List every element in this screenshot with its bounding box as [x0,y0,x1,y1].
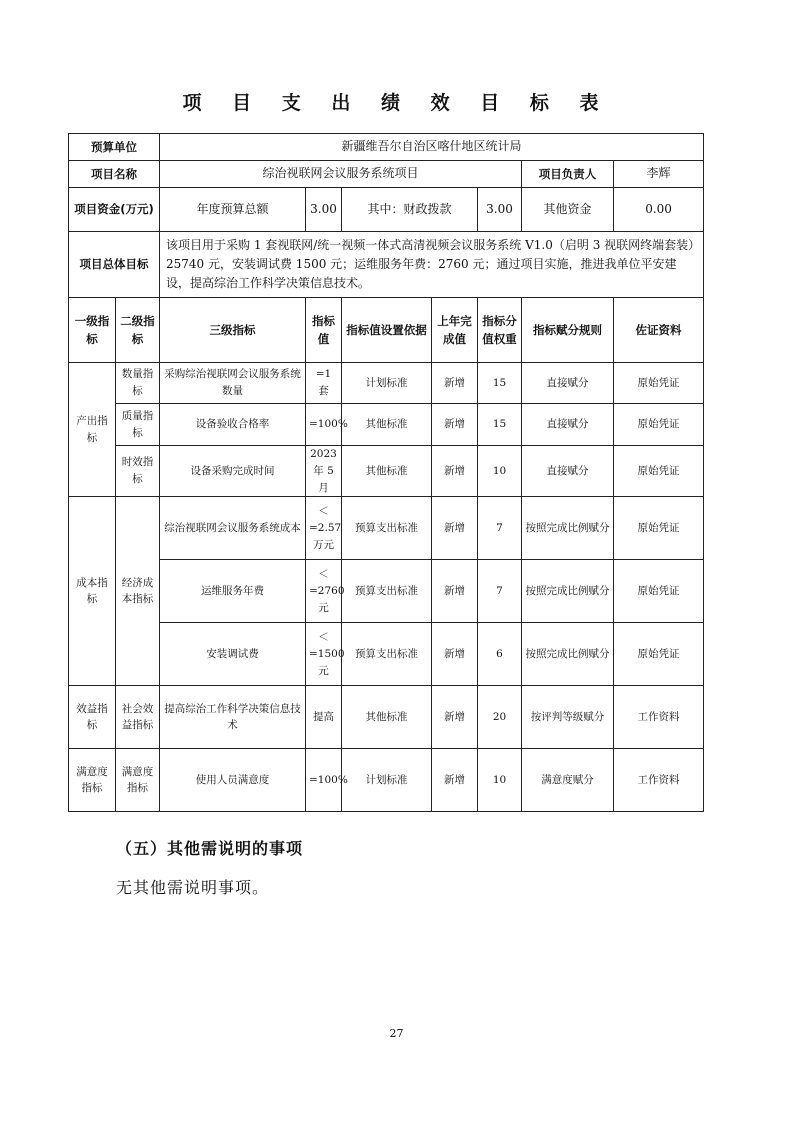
rule-cell: 按照完成比例赋分 [522,623,614,686]
other-funds-value: 0.00 [614,188,704,232]
basis-cell: 预算支出标准 [342,497,432,560]
weight-cell: 15 [478,363,522,404]
col-header: 指标赋分规则 [522,298,614,363]
prev-cell: 新增 [432,404,478,446]
value-cell: 2023 年 5 月 [306,446,342,497]
l3-cell: 设备采购完成时间 [160,446,306,497]
weight-cell: 7 [478,560,522,623]
table-row [69,623,704,686]
fiscal-label: 其中：财政拨款 [342,188,478,232]
page-number: 27 [389,1027,404,1040]
l2-cell: 数量指标 [116,363,160,404]
weight-cell: 7 [478,497,522,560]
section-text: 无其他需说明事项。 [116,878,270,897]
weight-cell: 15 [478,404,522,446]
rule-cell: 满意度赋分 [522,749,614,812]
basis-cell: 计划标准 [342,363,432,404]
weight-cell: 6 [478,623,522,686]
column-header-row [69,298,704,363]
rule-cell: 按评判等级赋分 [522,686,614,749]
l2-cell: 时效指标 [116,446,160,497]
evidence-cell: 原始凭证 [614,446,704,497]
col-header: 佐证资料 [614,298,704,363]
weight-cell: 10 [478,749,522,812]
project-name-row [69,161,704,188]
weight-cell: 10 [478,446,522,497]
prev-cell: 新增 [432,623,478,686]
basis-cell: 其他标准 [342,404,432,446]
table-row [69,686,704,749]
rule-cell: 按照完成比例赋分 [522,560,614,623]
l2-cell: 社会效益指标 [116,686,160,749]
l1-cell: 成本指标 [69,497,116,686]
other-funds-label: 其他资金 [522,188,614,232]
table-row [69,749,704,812]
project-lead-label: 项目负责人 [522,161,614,188]
value-cell: =100% [306,404,342,446]
basis-cell: 其他标准 [342,446,432,497]
prev-cell: 新增 [432,749,478,812]
project-name-label: 项目名称 [69,161,160,188]
evidence-cell: 原始凭证 [614,363,704,404]
page-title: 项 目 支 出 绩 效 目 标 表 [182,92,611,114]
l1-cell: 满意度指标 [69,749,116,812]
project-lead-value: 李辉 [614,161,704,188]
rule-cell: 按照完成比例赋分 [522,497,614,560]
l3-cell: 综治视联网会议服务系统成本 [160,497,306,560]
rule-cell: 直接赋分 [522,446,614,497]
basis-cell: 其他标准 [342,686,432,749]
funds-label: 项目资金(万元) [69,188,160,232]
budget-unit-label: 预算单位 [69,134,160,161]
table-row [69,363,704,404]
goal-row [69,232,704,298]
performance-table [68,133,704,812]
annual-budget-label: 年度预算总额 [160,188,306,232]
col-header: 指标值 [306,298,342,363]
prev-cell: 新增 [432,363,478,404]
evidence-cell: 工作资料 [614,749,704,812]
l3-cell: 安装调试费 [160,623,306,686]
basis-cell: 预算支出标准 [342,623,432,686]
basis-cell: 计划标准 [342,749,432,812]
table-row [69,404,704,446]
col-header: 指标分值权重 [478,298,522,363]
col-header: 三级指标 [160,298,306,363]
annual-budget-value: 3.00 [306,188,342,232]
col-header: 上年完成值 [432,298,478,363]
value-cell: ＜=2.57 万元 [306,497,342,560]
l3-cell: 使用人员满意度 [160,749,306,812]
prev-cell: 新增 [432,686,478,749]
budget-unit-value: 新疆维吾尔自治区喀什地区统计局 [160,134,704,161]
fiscal-value: 3.00 [478,188,522,232]
col-header: 二级指标 [116,298,160,363]
value-cell: ＜=1500 元 [306,623,342,686]
rule-cell: 直接赋分 [522,363,614,404]
weight-cell: 20 [478,686,522,749]
prev-cell: 新增 [432,446,478,497]
l1-cell: 效益指标 [69,686,116,749]
l3-cell: 运维服务年费 [160,560,306,623]
prev-cell: 新增 [432,560,478,623]
l2-cell: 经济成本指标 [116,497,160,686]
l2-cell: 质量指标 [116,404,160,446]
value-cell: =100% [306,749,342,812]
section-heading: （五）其他需说明的事项 [116,839,304,858]
value-cell: 提高 [306,686,342,749]
l3-cell: 采购综治视联网会议服务系统数量 [160,363,306,404]
table-row [69,446,704,497]
rule-cell: 直接赋分 [522,404,614,446]
evidence-cell: 原始凭证 [614,560,704,623]
col-header: 指标值设置依据 [342,298,432,363]
l1-cell: 产出指标 [69,363,116,497]
evidence-cell: 原始凭证 [614,497,704,560]
table-row [69,497,704,560]
value-cell: =1 套 [306,363,342,404]
budget-unit-row [69,134,704,161]
evidence-cell: 原始凭证 [614,404,704,446]
goal-label: 项目总体目标 [69,232,160,298]
evidence-cell: 原始凭证 [614,623,704,686]
l3-cell: 设备验收合格率 [160,404,306,446]
l3-cell: 提高综治工作科学决策信息技术 [160,686,306,749]
funds-row [69,188,704,232]
goal-text: 该项目用于采购 1 套视联网/统一视频一体式高清视频会议服务系统 V1.0（启明 3 视联网终端套装）25740 元，安装调试费 1500 元；运维服务年费：2760 元；通过项目实施，推进我单位平安建设，提高综治工作科学决策信息技术。 [160,232,704,298]
value-cell: ＜=2760 元 [306,560,342,623]
project-name-value: 综治视联网会议服务系统项目 [160,161,522,188]
table-row [69,560,704,623]
evidence-cell: 工作资料 [614,686,704,749]
prev-cell: 新增 [432,497,478,560]
l2-cell: 满意度指标 [116,749,160,812]
basis-cell: 预算支出标准 [342,560,432,623]
col-header: 一级指标 [69,298,116,363]
